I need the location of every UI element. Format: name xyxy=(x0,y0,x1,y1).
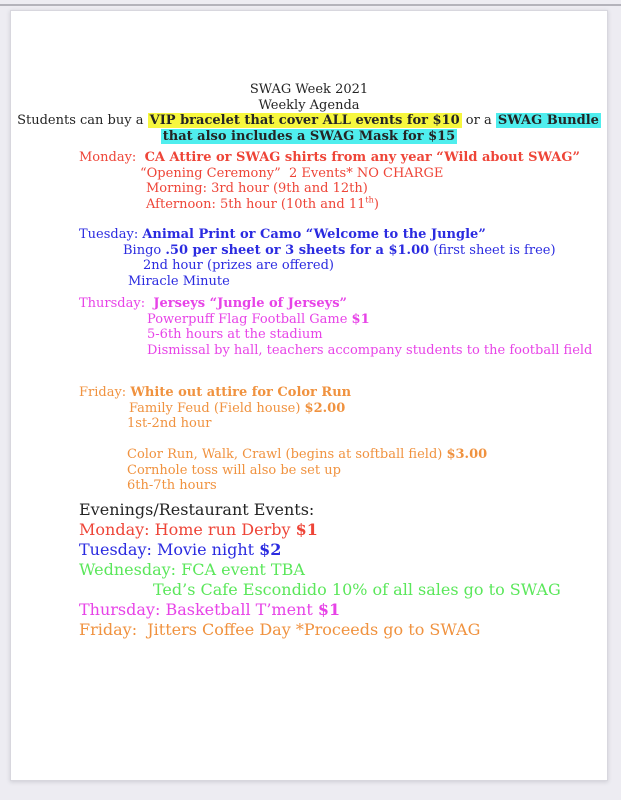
doc-line xyxy=(11,432,607,448)
doc-line xyxy=(11,620,607,640)
doc-segment: Friday: Jitters Coffee Day *Proceeds go to SWAG xyxy=(79,619,481,639)
document-content xyxy=(11,11,607,780)
doc-line xyxy=(11,416,607,432)
doc-segment: $3.00 xyxy=(446,447,488,462)
doc-segment: Miracle Minute xyxy=(128,273,230,289)
doc-segment: 5-6th hours at the stadium xyxy=(147,327,323,342)
doc-line xyxy=(11,463,607,479)
doc-segment: $2 xyxy=(259,539,282,559)
section-tuesday-agenda xyxy=(11,227,607,289)
doc-segment: $1 xyxy=(295,519,318,539)
doc-segment: (first sheet is free) xyxy=(429,242,556,258)
doc-segment: .50 per sheet or 3 sheets for a $1.00 xyxy=(165,242,430,258)
doc-segment: SWAG Bundle xyxy=(497,113,599,128)
doc-line xyxy=(11,401,607,417)
doc-line xyxy=(11,385,607,401)
doc-line xyxy=(11,600,607,620)
doc-segment: Tuesday: xyxy=(79,227,143,242)
doc-line xyxy=(11,181,607,197)
section-thursday-agenda xyxy=(11,296,607,358)
doc-line xyxy=(11,197,607,213)
doc-segment: Animal Print or Camo “Welcome to the Jungle” xyxy=(142,227,486,242)
doc-line xyxy=(11,560,607,580)
top-rule xyxy=(0,4,621,6)
doc-line xyxy=(11,113,607,129)
doc-segment: VIP bracelet that cover ALL events for $10 xyxy=(149,113,460,128)
doc-segment: Thursday: xyxy=(79,296,154,311)
doc-line xyxy=(11,478,607,494)
doc-segment: Dismissal by hall, teachers accompany students to the football field xyxy=(147,342,593,358)
doc-line xyxy=(11,98,607,114)
doc-segment: $1 xyxy=(317,599,341,619)
doc-segment: Weekly Agenda xyxy=(258,97,360,113)
doc-segment: CA Attire or SWAG shirts from any year “Wild about SWAG” xyxy=(144,150,580,165)
doc-line xyxy=(11,540,607,560)
doc-line xyxy=(11,500,607,520)
doc-segment: $2.00 xyxy=(304,400,346,416)
doc-line xyxy=(11,258,607,274)
doc-line xyxy=(11,274,607,290)
doc-line xyxy=(11,82,607,98)
doc-line xyxy=(11,312,607,328)
doc-line xyxy=(11,580,607,600)
section-evening-events xyxy=(11,500,607,640)
doc-segment: Cornhole toss will also be set up xyxy=(127,462,341,478)
doc-line xyxy=(11,129,607,145)
doc-line xyxy=(11,343,607,359)
doc-segment: 6th-7th hours xyxy=(127,478,217,493)
doc-segment: SWAG Week 2021 xyxy=(249,82,369,97)
doc-line xyxy=(11,447,607,463)
doc-segment: Family Feud (Field house) xyxy=(129,400,305,416)
doc-segment: ) xyxy=(373,196,379,212)
doc-segment: Monday: xyxy=(79,150,145,165)
doc-segment: White out attire for Color Run xyxy=(130,385,352,400)
doc-segment: Students can buy a xyxy=(17,113,148,128)
section-monday-agenda xyxy=(11,150,607,212)
doc-line xyxy=(11,327,607,343)
doc-segment: Monday: Home run Derby xyxy=(79,519,296,539)
doc-segment: $1 xyxy=(351,311,370,327)
doc-segment: that also includes a SWAG Mask for $15 xyxy=(162,128,456,144)
doc-line xyxy=(11,243,607,259)
doc-segment: Evenings/Restaurant Events: xyxy=(79,499,315,519)
doc-segment: “Opening Ceremony” 2 Events* NO CHARGE xyxy=(140,165,444,181)
section-friday-agenda xyxy=(11,385,607,494)
doc-segment: th xyxy=(365,195,374,205)
doc-segment: 2nd hour (prizes are offered) xyxy=(143,258,334,273)
doc-segment: Thursday: Basketball T’ment xyxy=(79,599,318,619)
doc-line xyxy=(11,166,607,182)
doc-segment: Morning: 3rd hour (9th and 12th) xyxy=(146,181,368,196)
doc-segment: Bingo xyxy=(123,242,166,258)
doc-segment: Tuesday: Movie night xyxy=(79,539,260,559)
doc-line xyxy=(11,150,607,166)
doc-segment: Jerseys “Jungle of Jerseys” xyxy=(153,296,347,311)
doc-segment: Ted’s Cafe Escondido 10% of all sales go to SWAG xyxy=(153,579,561,599)
doc-segment: 1st-2nd hour xyxy=(127,416,212,431)
doc-segment: Afternoon: 5th hour (10th and 11 xyxy=(146,196,366,212)
doc-segment: Color Run, Walk, Crawl (begins at softball field) xyxy=(127,447,447,462)
doc-segment: Friday: xyxy=(79,385,131,400)
doc-segment: Powerpuff Flag Football Game xyxy=(147,311,352,327)
document-page xyxy=(10,10,608,781)
doc-segment: Wednesday: FCA event TBA xyxy=(79,559,305,579)
doc-line xyxy=(11,227,607,243)
doc-line xyxy=(11,296,607,312)
doc-line xyxy=(11,520,607,540)
doc-segment: or a xyxy=(461,113,496,128)
section-header xyxy=(11,82,607,144)
